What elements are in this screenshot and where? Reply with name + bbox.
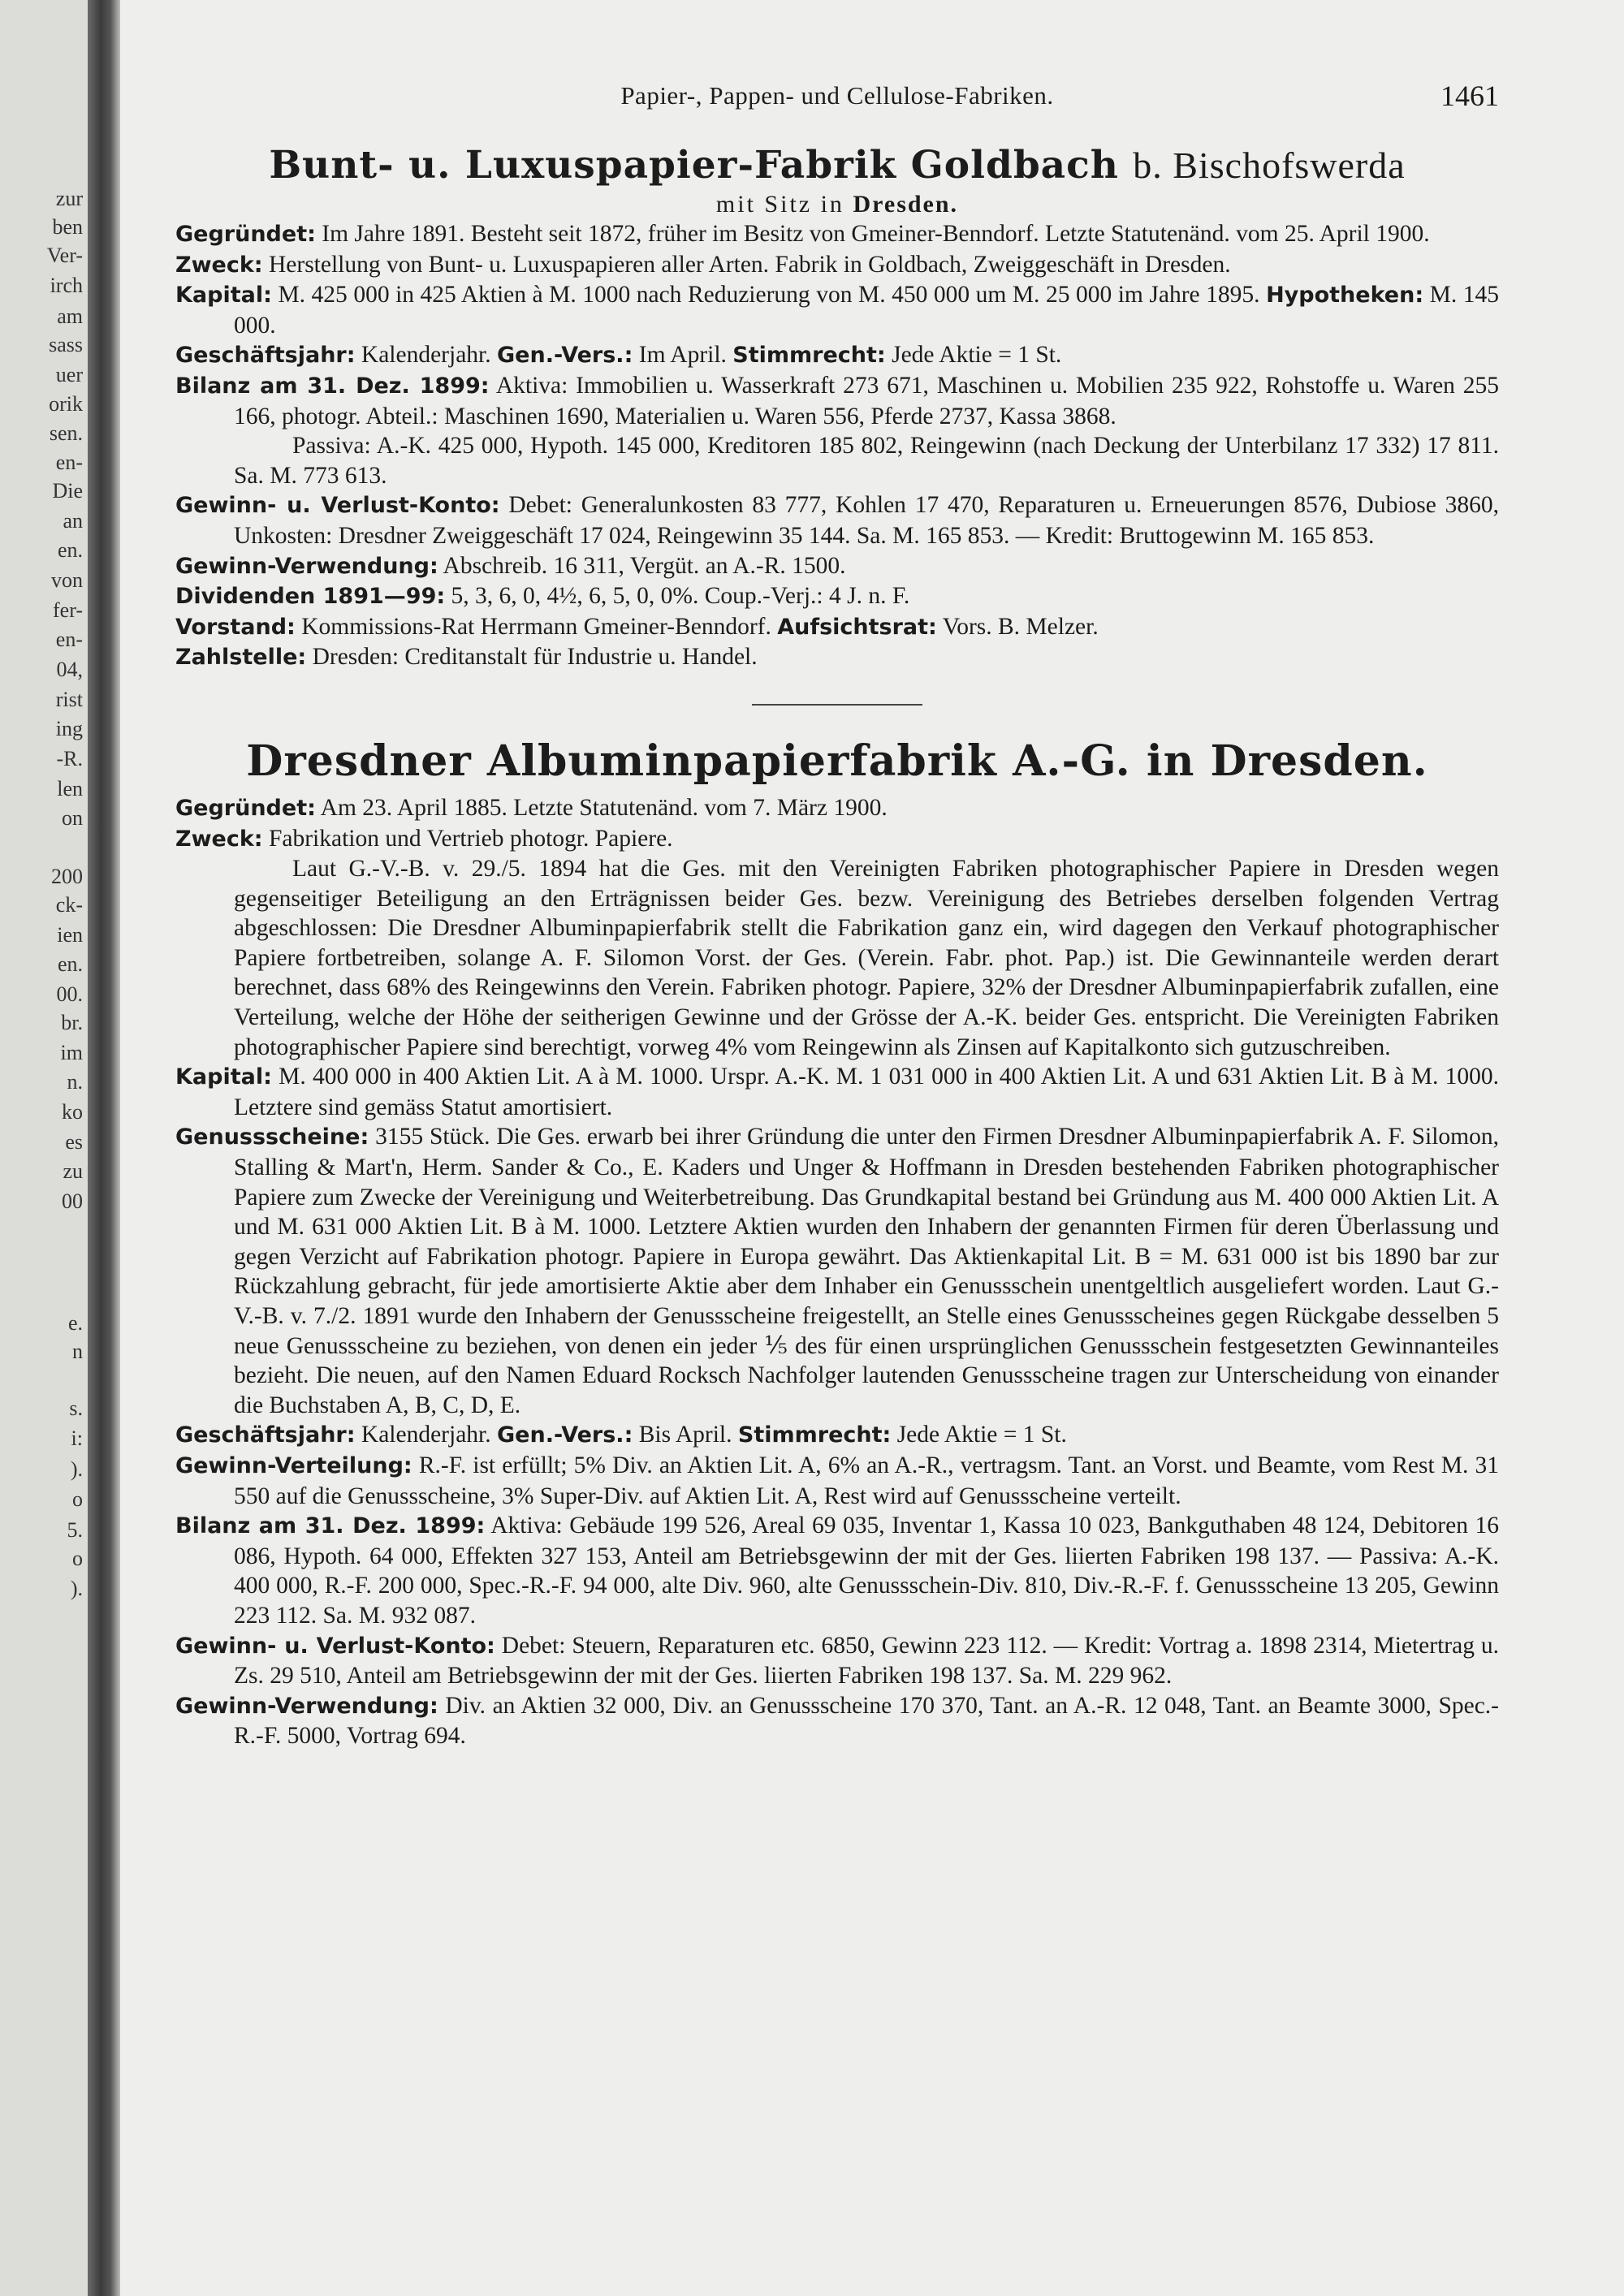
entry-label: Gewinn- u. Verlust-Konto: — [175, 1633, 495, 1659]
previous-page-fragment: n. — [67, 1070, 83, 1094]
entry — [175, 490, 1499, 550]
entry — [175, 642, 1499, 673]
entry-text: 3155 Stück. Die Ges. erwarb bei ihrer Gründung die unter den Firmen Dresdner Albuminpapierfabrik A. F. Silomon, Stalling & Mart'n, Herm. Sander & Co., E. Kaders und Unger & Hoffmann in Dresden bestehenden Fabriken photographischer Papiere zum Zwecke der Vereinigung und Weiterbetreibung. Das Grundkapital bestand bei Gründung aus M. 400 000 Aktien Lit. A und M. 631 000 Aktien Lit. B à M. 1000. Letztere Aktien wurden den Inhabern der genannten Firmen für deren Überlassung und gegen Verzicht auf Fabrikation photogr. Papiere in Europa gewährt. Das Aktienkapital Lit. B = M. 631 000 ist bis 1890 bar zur Rückzahlung gebracht, für jede amortisierte Aktie aber dem Inhaber ein Genussschein unentgeltlich ausgeliefert worden. Laut G.-V.-B. v. 7./2. 1891 wurde den Inhabern der Genussscheine freigestellt, an Stelle eines Genussscheines gegen Rückgabe desselben 5 neue Genussscheine zu beziehen, von denen ein jeder ⅕ des für einen ursprünglichen Genussschein festgesetzten Gewinnanteiles bezieht. Die neuen, auf den Namen Eduard Rocksch Nachfolger lautenden Genussscheine tragen zur Unterscheidung von einander die Buchstaben A, B, C, D, E. — [234, 1124, 1499, 1418]
previous-page-fragment: s. — [69, 1396, 83, 1420]
entry-text: 5, 3, 6, 0, 4½, 6, 5, 0, 0%. Coup.-Verj.: 4 J. n. F. — [451, 583, 910, 610]
entry — [175, 612, 1499, 643]
previous-page-fragment: ). — [70, 1457, 83, 1481]
previous-page-fragment: ). — [70, 1577, 83, 1600]
entry-text: Debet: Generalunkosten 83 777, Kohlen 17 470, Reparaturen u. Erneuerungen 8576, Dubiose 3860, Unkosten: Dresdner Zweiggeschäft 17 024, Reingewinn 35 144. Sa. M. 165 853. — Kredit: Bruttogewinn M. 165 853. — [234, 492, 1500, 549]
entry-label: Zweck: — [175, 826, 263, 852]
entry — [175, 250, 1499, 281]
previous-page-fragment: ck- — [55, 893, 83, 917]
entry-text: Passiva: A.-K. 425 000, Hypoth. 145 000, Kreditoren 185 802, Reingewinn (nach Deckung der Unterbilanz 17 332) 17 811. Sa. M. 773 613. — [234, 433, 1499, 489]
entry — [175, 280, 1499, 340]
entry — [175, 793, 1499, 824]
company-1-entries — [175, 219, 1499, 673]
company-2-entries — [175, 793, 1499, 1751]
entry-text: Aktiva: Immobilien u. Wasserkraft 273 671, Maschinen u. Mobilien 235 922, Rohstoffe u. Waren 255 166, photogr. Abteil.: Maschinen 1690, Materialien u. Waren 556, Pferde 2737, Kassa 3868. — [234, 372, 1500, 429]
entry-label: Geschäftsjahr: — [175, 1422, 356, 1448]
seat-prefix: mit Sitz in — [715, 191, 844, 218]
entry-text: Herstellung von Bunt- u. Luxuspapieren aller Arten. Fabrik in Goldbach, Zweiggeschäft in Dresden. — [268, 251, 1231, 278]
previous-page-fragment: en. — [57, 952, 83, 976]
entry — [175, 581, 1499, 612]
entry-text: Am 23. April 1885. Letzte Statutenänd. vom 7. März 1900. — [320, 794, 888, 821]
entry-text: Im Jahre 1891. Besteht seit 1872, früher im Besitz von Gmeiner-Benndorf. Letzte Statutenänd. vom 25. April 1900. — [322, 221, 1430, 247]
previous-page-fragment: 00 — [62, 1189, 83, 1213]
page-number: 1461 — [1440, 80, 1499, 112]
company-title-2: Dresdner Albuminpapierfabrik A.-G. in Dresden. — [246, 736, 1428, 786]
entry-label: Bilanz am 31. Dez. 1899: — [175, 373, 490, 399]
entry-text: Jede Aktie = 1 St. — [892, 342, 1062, 369]
previous-page-fragment: en. — [57, 538, 83, 562]
entry — [175, 1511, 1499, 1630]
entry — [175, 219, 1499, 250]
previous-page-fragment: e. — [67, 1311, 83, 1335]
entry-text: R.-F. ist erfüllt; 5% Div. an Aktien Lit. A, 6% an A.-R., vertragsm. Tant. an Vorst. und Beamte, vom Rest M. 31 550 auf die Genussscheine, 3% Super-Div. auf Aktien Lit. A, Rest wird auf Genussscheine verteilt. — [234, 1452, 1499, 1509]
entry-text: Dresden: Creditanstalt für Industrie u. Handel. — [312, 644, 758, 671]
entry-text: Debet: Steuern, Reparaturen etc. 6850, Gewinn 223 112. — Kredit: Vortrag a. 1898 2314, Mietertrag u. Zs. 29 510, Anteil am Betriebsgewinn der mit der Ges. liierten Fabriken 198 137. Sa. M. 229 962. — [234, 1632, 1499, 1690]
entry-text: Kalenderjahr. — [361, 1422, 491, 1448]
previous-page-fragment: 200 — [51, 865, 83, 888]
entry-label: Zweck: — [175, 252, 263, 278]
entry-label: Zahlstelle: — [175, 645, 307, 671]
previous-page-fragment: -R. — [56, 747, 83, 770]
previous-page-fragment: am — [57, 304, 83, 328]
previous-page-fragment: zur — [55, 187, 83, 210]
entry-label: Stimmrecht: — [737, 1422, 892, 1448]
entry-text: Fabrikation und Vertrieb photogr. Papiere. — [268, 825, 673, 852]
entry-label: Genussscheine: — [175, 1124, 369, 1150]
entry — [175, 854, 1499, 1062]
previous-page-fragment: o — [72, 1547, 83, 1570]
running-head — [175, 81, 1499, 133]
previous-page-fragment: 04, — [56, 658, 83, 681]
previous-page-fragment: orik — [49, 392, 83, 416]
entry — [175, 371, 1499, 431]
entry — [175, 1122, 1499, 1420]
entry — [175, 551, 1499, 582]
previous-page-fragment: 00. — [56, 982, 83, 1006]
book-gutter — [88, 0, 120, 2296]
previous-page-fragment: zu — [63, 1159, 83, 1183]
entry-label: Gewinn-Verwendung: — [175, 1693, 438, 1719]
company-seat-1 — [175, 190, 1499, 219]
previous-page-fragment: sen. — [49, 421, 83, 445]
entry-label: Bilanz am 31. Dez. 1899: — [175, 1513, 486, 1539]
previous-page-fragment: len — [57, 777, 83, 801]
previous-page-fragment: fer- — [53, 598, 83, 622]
company-title-1 — [175, 141, 1499, 190]
company-name-1: Bunt- u. Luxuspapier-Fabrik Goldbach — [269, 143, 1119, 188]
previous-page-fragment: n — [72, 1340, 83, 1363]
page-content — [175, 81, 1499, 1751]
previous-page-fragment: ko — [62, 1100, 83, 1124]
entry — [175, 1062, 1499, 1122]
entry-text: M. 425 000 in 425 Aktien à M. 1000 nach Reduzierung von M. 450 000 um M. 25 000 im Jahre 1895. — [278, 282, 1260, 309]
previous-page-fragment: Ver- — [46, 244, 83, 267]
entry-text: Bis April. — [638, 1422, 732, 1448]
previous-page-fragment: von — [51, 568, 83, 592]
entry-label: Gewinn- u. Verlust-Konto: — [175, 493, 500, 519]
section-divider — [752, 704, 922, 706]
previous-page-fragment: en- — [55, 451, 83, 474]
entry — [175, 824, 1499, 855]
previous-page-fragment: i: — [71, 1426, 83, 1450]
entry-label: Hypotheken: — [1266, 283, 1424, 309]
entry — [175, 431, 1499, 490]
previous-page-fragment: es — [65, 1130, 83, 1154]
entry-label: Gewinn-Verteilung: — [175, 1452, 412, 1478]
entry-text: Jede Aktie = 1 St. — [896, 1422, 1067, 1448]
entry-text: Laut G.-V.-B. v. 29./5. 1894 hat die Ges. mit den Vereinigten Fabriken photographischer Papiere in Dresden wegen gegenseitiger Beteiligung an den Erträgnissen beider Ges. bezw. Vereinigung des Betriebes derselben folgenden Vertrag abgeschlossen: Die Dresdner Albuminpapierfabrik stellt die Fabrikation ganz ein, wird dagegen den Verkauf photographischer Papiere fortbetreiben, solange A. F. Silomon Vorst. der Ges. (Verein. Fabr. phot. Pap.) ist. Die Gewinnanteile werden derart berechnet, dass 68% des Reingewinns den Verein. Fabriken photogr. Papiere, 32% der Dresdner Albuminpapierfabrik zufallen, eine Verteilung, welche der Höhe der seitherigen Gewinne und der Grösse der A.-K. beider Ges. entspricht. Die Vereinigten Fabriken photographischer Papiere sind berechtigt, vorweg 4% vom Reingewinn als Zinsen auf Kapitalkonto sich gutzuschreiben. — [234, 856, 1499, 1060]
entry-text: Kalenderjahr. — [361, 342, 491, 369]
entry-text: M. 145 000. — [234, 282, 1500, 339]
previous-page-fragment: en- — [55, 628, 83, 651]
previous-page-fragment: ben — [52, 215, 83, 239]
entry-label: Dividenden 1891—99: — [175, 584, 446, 610]
entry-text: M. 400 000 in 400 Aktien Lit. A à M. 1000. Urspr. A.-K. M. 1 031 000 in 400 Aktien Lit. A und 631 Aktien Lit. B à M. 1000. Letztere sind gemäss Statut amortisiert. — [234, 1064, 1499, 1120]
previous-page-fragment: Die — [52, 479, 83, 503]
previous-page-fragment: irch — [50, 274, 83, 297]
previous-page-fragment: 5. — [67, 1518, 83, 1542]
entry — [175, 1451, 1499, 1511]
entry-text: Vors. B. Melzer. — [942, 613, 1099, 640]
entry-text: Kommissions-Rat Herrmann Gmeiner-Benndorf. — [301, 613, 771, 640]
entry-label: Gewinn-Verwendung: — [175, 553, 438, 579]
entry-label: Kapital: — [175, 1064, 272, 1090]
running-head-title: Papier-, Pappen- und Cellulose-Fabriken. — [620, 81, 1054, 110]
previous-page-margin — [0, 0, 88, 2296]
entry-label: Vorstand: — [175, 614, 296, 640]
entry — [175, 1420, 1499, 1451]
previous-page-fragment: uer — [55, 363, 83, 386]
entry-label: Stimmrecht: — [732, 343, 886, 369]
entry — [175, 1691, 1499, 1751]
entry-label: Geschäftsjahr: — [175, 343, 356, 369]
entry — [175, 340, 1499, 371]
entry-text: Im April. — [638, 342, 727, 369]
company-location-1: b. Bischofswerda — [1133, 145, 1406, 186]
previous-page-fragment: ing — [55, 717, 83, 740]
previous-page-fragment: im — [60, 1041, 83, 1064]
entry-label: Gen.-Vers.: — [497, 1422, 633, 1448]
entry-label: Gegründet: — [175, 795, 316, 821]
previous-page-fragment: ien — [57, 923, 83, 947]
entry — [175, 1631, 1499, 1691]
entry-label: Gegründet: — [175, 222, 316, 247]
entry-text: Abschreib. 16 311, Vergüt. an A.-R. 1500. — [443, 552, 846, 579]
entry-label: Aufsichtsrat: — [777, 614, 937, 640]
entry-label: Gen.-Vers.: — [497, 343, 633, 369]
previous-page-fragment: rist — [55, 688, 83, 711]
page — [120, 0, 1624, 2296]
seat-city: Dresden. — [853, 191, 959, 218]
entry-label: Kapital: — [175, 283, 272, 309]
previous-page-fragment: o — [72, 1487, 83, 1511]
previous-page-fragment: sass — [49, 333, 83, 356]
previous-page-fragment: br. — [61, 1011, 83, 1034]
previous-page-fragment: an — [63, 509, 83, 533]
previous-page-fragment: on — [62, 806, 83, 830]
entry-text: Div. an Aktien 32 000, Div. an Genussscheine 170 370, Tant. an A.-R. 12 048, Tant. an Beamte 3000, Spec.-R.-F. 5000, Vortrag 694. — [234, 1692, 1500, 1750]
entry-text: Aktiva: Gebäude 199 526, Areal 69 035, Inventar 1, Kassa 10 023, Bankguthaben 48 124, Debitoren 16 086, Hypoth. 64 000, Effekten 327 153, Anteil am Betriebsgewinn der mit der Ges. liierten Fabriken 198 137. — Passiva: A.-K. 400 000, R.-F. 200 000, Spec.-R.-F. 94 000, alte Div. 960, alte Genussschein-Div. 810, Div.-R.-F. f. Genussscheine 13 205, Gewinn 223 112. Sa. M. 932 087. — [234, 1513, 1500, 1629]
